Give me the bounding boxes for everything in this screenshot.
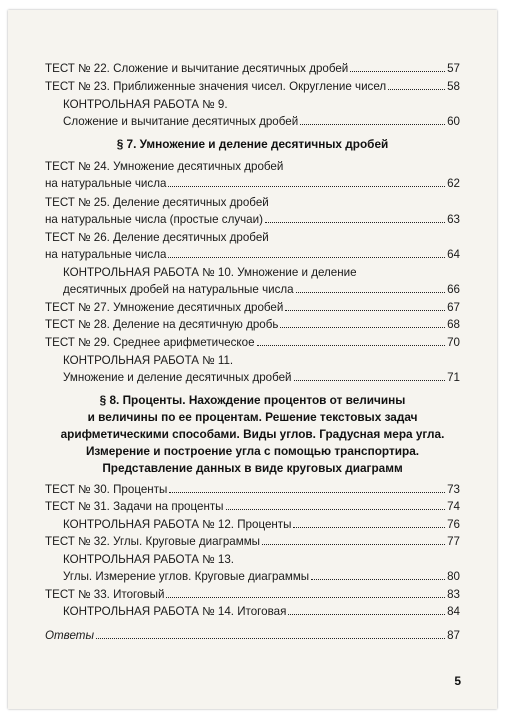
page-ref: 76 (447, 518, 460, 531)
page-number: 5 (454, 674, 461, 688)
section-7-heading: § 7. Умножение и деление десятичных дробей (116, 137, 389, 151)
toc-entry-test-26-title: ТЕСТ № 26. Деление десятичных дробей (45, 231, 269, 244)
toc-entry-control-12: КОНТРОЛЬНАЯ РАБОТА № 12. Проценты 76 (63, 518, 460, 531)
page-ref: 67 (447, 301, 460, 314)
toc-entry-test-31: ТЕСТ № 31. Задачи на проценты 74 (45, 500, 460, 513)
toc-entry-answers: Ответы 87 (45, 629, 460, 642)
toc-entry-test-33: ТЕСТ № 33. Итоговый 83 (45, 588, 460, 601)
page-ref: 60 (447, 115, 460, 128)
page-ref: 71 (447, 371, 460, 384)
page-ref: 70 (447, 336, 460, 349)
page-ref: 73 (447, 483, 460, 496)
toc-entry-test-24-title: ТЕСТ № 24. Умножение десятичных дробей (45, 160, 284, 173)
page-ref: 83 (447, 588, 460, 601)
page-ref: 77 (447, 535, 460, 548)
toc-entry-control-11: Умножение и деление десятичных дробей 71 (63, 371, 460, 384)
toc-entry-test-25-title: ТЕСТ № 25. Деление десятичных дробей (45, 196, 269, 209)
page-ref: 74 (447, 500, 460, 513)
section-8-heading-line: § 8. Проценты. Нахождение процентов от величины (99, 393, 406, 407)
toc-entry-test-23: ТЕСТ № 23. Приближенные значения чисел. Округление чисел 58 (45, 80, 460, 93)
toc-entry-control-10-title: КОНТРОЛЬНАЯ РАБОТА № 10. Умножение и деление (63, 266, 357, 279)
page-ref: 57 (447, 62, 460, 75)
toc-entry-test-26: на натуральные числа 64 (45, 248, 460, 261)
page-ref: 80 (447, 570, 460, 583)
page-ref: 87 (447, 629, 460, 642)
book-page (8, 10, 497, 709)
toc-entry-test-28: ТЕСТ № 28. Деление на десятичную дробь 68 (45, 318, 460, 331)
page-ref: 63 (447, 213, 460, 226)
toc-entry-control-13-title: КОНТРОЛЬНАЯ РАБОТА № 13. (63, 553, 234, 566)
page-ref: 64 (447, 248, 460, 261)
section-8-heading-line: арифметическими способами. Виды углов. Градусная мера угла. (60, 427, 445, 441)
section-8-heading-line: и величины по ее процентам. Решение текстовых задач (87, 410, 418, 424)
page-ref: 62 (447, 177, 460, 190)
toc-entry-test-27: ТЕСТ № 27. Умножение десятичных дробей 67 (45, 301, 460, 314)
page-ref: 66 (447, 283, 460, 296)
toc-entry-test-22: ТЕСТ № 22. Сложение и вычитание десятичных дробей 57 (45, 62, 460, 75)
toc-entry-test-29: ТЕСТ № 29. Среднее арифметическое 70 (45, 336, 460, 349)
toc-entry-test-32: ТЕСТ № 32. Углы. Круговые диаграммы 77 (45, 535, 460, 548)
page-ref: 84 (447, 605, 460, 618)
section-8-heading-line: Представление данных в виде круговых диаграмм (102, 461, 403, 475)
toc-entry-control-13: Углы. Измерение углов. Круговые диаграммы 80 (63, 570, 460, 583)
toc-entry-control-11-title: КОНТРОЛЬНАЯ РАБОТА № 11. (63, 354, 234, 367)
toc-entry-control-10: десятичных дробей на натуральные числа 66 (63, 283, 460, 296)
toc-entry-control-9: Сложение и вычитание десятичных дробей 60 (63, 115, 460, 128)
toc-entry-test-24: на натуральные числа 62 (45, 177, 460, 190)
toc-entry-control-9-title: КОНТРОЛЬНАЯ РАБОТА № 9. (63, 98, 228, 111)
toc-entry-test-30: ТЕСТ № 30. Проценты 73 (45, 483, 460, 496)
section-8-heading-line: Измерение и построение угла с помощью транспортира. (85, 444, 420, 458)
toc-entry-control-14: КОНТРОЛЬНАЯ РАБОТА № 14. Итоговая 84 (63, 605, 460, 618)
toc-entry-test-25: на натуральные числа (простые случаи) 63 (45, 213, 460, 226)
page-ref: 68 (447, 318, 460, 331)
page-ref: 58 (447, 80, 460, 93)
